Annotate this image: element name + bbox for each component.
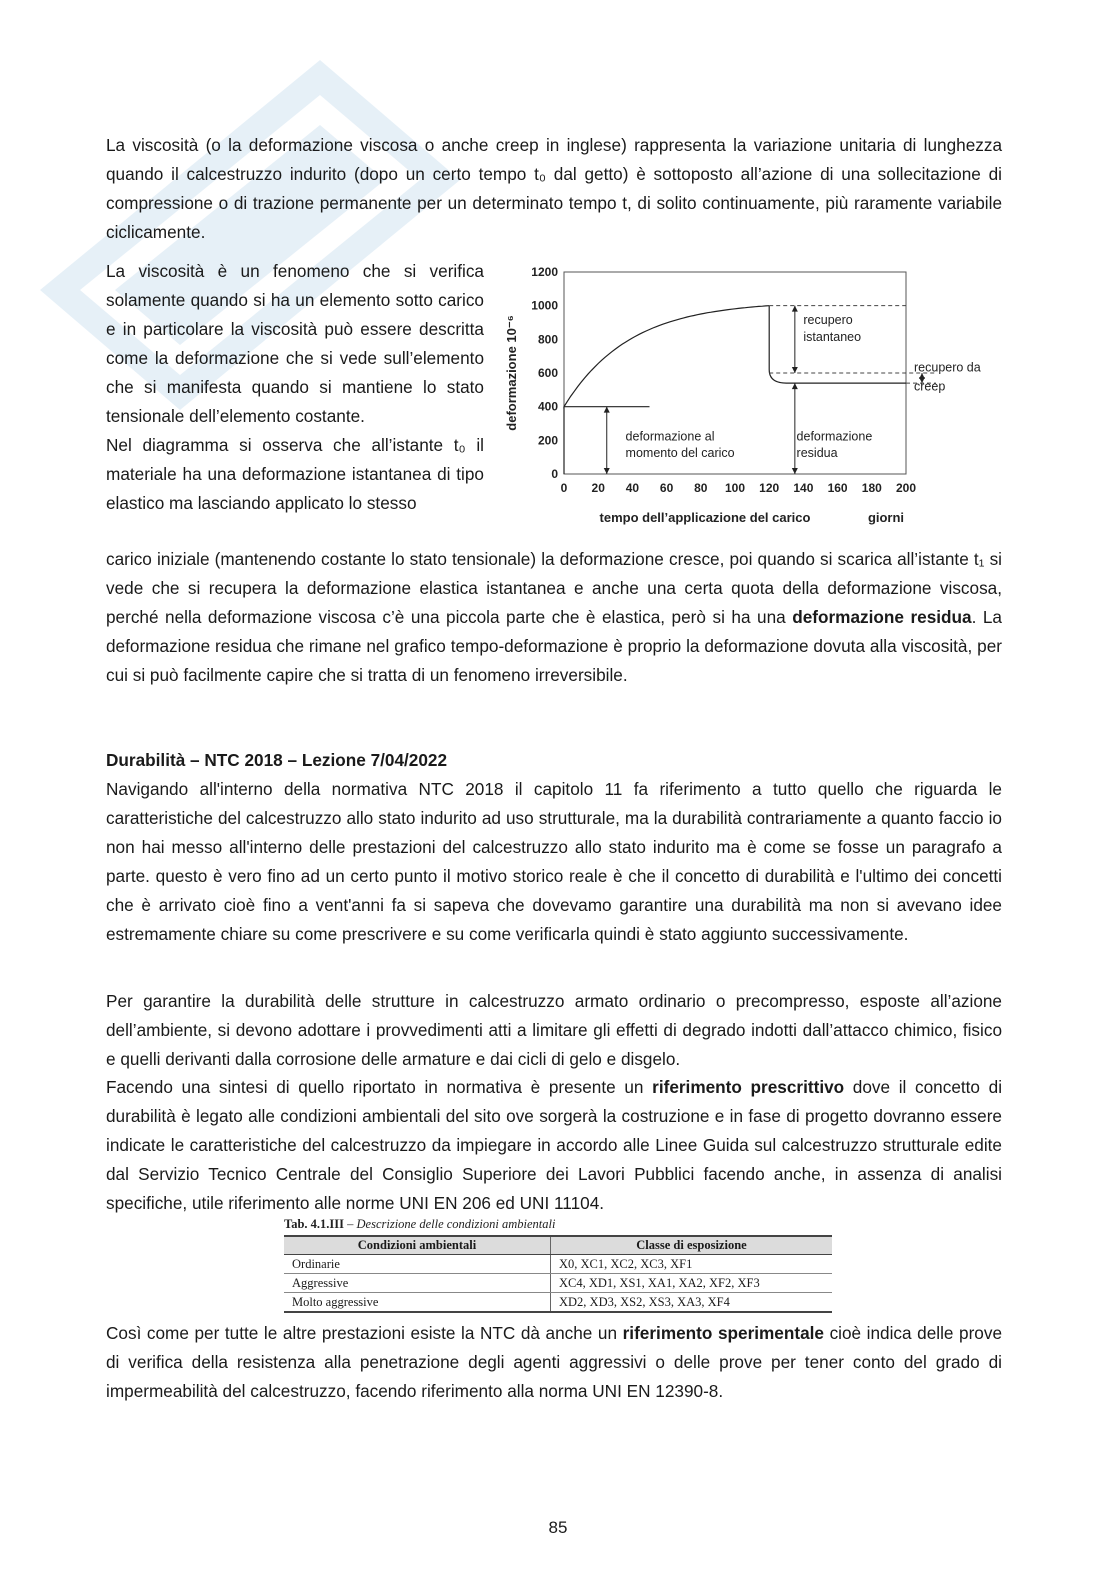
x-tick-label: 120	[759, 481, 780, 495]
label-deformazione: deformazione	[796, 429, 873, 444]
y-tick-label: 0	[551, 467, 558, 481]
label-residua: residua	[796, 446, 838, 461]
sperimentale-text: Così come per tutte le altre prestazioni esiste la NTC dà anche un	[106, 1323, 623, 1343]
table-caption	[284, 1217, 832, 1232]
continuation-text: carico iniziale (mantenendo costante lo stato tensionale) la deformazione cresce, poi quando si scarica all’istante t₁ si vede che si recupera la deformazione elastica istantanea e anche una certa quota della deformazione viscosa, perché nella deformazione viscosa c’è una piccola parte che è elastica, però si ha una	[106, 549, 1002, 627]
x-tick-label: 20	[591, 481, 605, 495]
x-tick-label: 80	[694, 481, 708, 495]
arrow-deformazione-carico-head-top	[604, 407, 610, 413]
x-tick-label: 140	[793, 481, 814, 495]
paragraph-ntc-navigation: Navigando all'interno della normativa NTC 2018 il capitolo 11 fa riferimento a tutto quello che riguarda le caratteristiche del calcestruzzo allo stato indurito ad uso strutturale, ma la durabilità contrariamente a quanto faccio io non hai messo all'interno delle prestazioni del calcestruzzo allo stato indurito ma è come se fosse un paragrafo a parte. questo è vero fino ad un certo punto il motivo storico reale è che il concetto di durabilità e l'ultimo dei concetti che è arrivato cioè fino a vent'anni fa si sapeva che dovevamo garantire una durabilità ma non si avevano idee estremamente chiare su come prescrivere e su come verificarla quindi è stato aggiunto successivamente.	[106, 779, 1002, 944]
paragraph-riferimento-sperimentale	[106, 1319, 1002, 1406]
paragraph-durabilita-garanzia: Per garantire la durabilità delle strutture in calcestruzzo armato ordinario o precompresso, esposte all’azione dell’ambiente, si devono adottare i provvedimenti atti a limitare gli effetti di degrado indotti dall’attacco chimico, fisico e quelli derivanti dalla corrosione delle armature e dai cicli di gelo e disgelo.	[106, 991, 1002, 1069]
prescrittivo-text: Facendo una sintesi di quello riportato in normativa è presente un	[106, 1077, 653, 1097]
x-tick-label: 180	[861, 481, 882, 495]
x-tick-label: 100	[724, 481, 746, 495]
x-tick-label: 40	[625, 481, 640, 495]
exposure-table	[284, 1235, 832, 1313]
table-header-row	[284, 1236, 832, 1255]
table-caption-sep: –	[344, 1217, 357, 1231]
y-tick-label: 400	[537, 399, 558, 414]
arrow-deformazione-carico-head-bottom	[604, 468, 610, 474]
label-deformazione-al: deformazione al	[625, 429, 715, 444]
creep-chart	[500, 262, 1020, 537]
continuation-text-end: . La deformazione residua che rimane nel grafico tempo-deformazione è proprio la deformazione dovuta alla viscosità, per cui si può facilmente capire che si tratta di un fenomeno irreversibile.	[106, 607, 1002, 685]
table-header-cell: Classe di esposizione	[551, 1236, 833, 1255]
label-recupero: recupero	[803, 313, 853, 328]
table-caption-title: Descrizione delle condizioni ambientali	[356, 1217, 556, 1231]
bold-riferimento-prescrittivo: riferimento prescrittivo	[652, 1077, 845, 1097]
bold-riferimento-sperimentale: riferimento sperimentale	[622, 1323, 824, 1343]
table-row	[284, 1255, 832, 1274]
table-cell: XD2, XD3, XS2, XS3, XA3, XF4	[551, 1293, 833, 1313]
arrow-deformazione-residua-head-top	[792, 383, 798, 389]
label-momento-carico: momento del carico	[625, 446, 735, 461]
x-tick-label: 200	[895, 481, 917, 495]
table-caption-number: Tab. 4.1.III	[284, 1217, 344, 1231]
table-row	[284, 1293, 832, 1313]
arrow-deformazione-residua-head-bottom	[792, 468, 798, 474]
label-creep: creep	[914, 379, 946, 394]
y-tick-label: 200	[537, 433, 558, 448]
paragraph-viscosita-intro: La viscosità (o la deformazione viscosa o anche creep in inglese) rappresenta la variazione unitaria di lunghezza quando il calcestruzzo indurito (dopo un certo tempo t₀ dal getto) è sottoposto all’azione di una sollecitazione di compressione o di trazione permanente per un determinato tempo t, di solito continuamente, più raramente variabile ciclicamente.	[106, 135, 1002, 242]
paragraph-riferimento-prescrittivo	[106, 1073, 1002, 1218]
page-number: 85	[548, 1518, 568, 1537]
paragraph-creep-continuation	[106, 545, 1002, 690]
paragraph-viscosita-definition: La viscosità è un fenomeno che si verifica solamente quando si ha un elemento sotto carico e in particolare la viscosità può essere descritta come la deformazione che si vede sull’elemento che si manifesta quando si mantiene lo stato tensionale dell’elemento costante.	[106, 261, 484, 426]
table-cell: Ordinarie	[284, 1255, 551, 1274]
prescrittivo-text-end: dove il concetto di durabilità è legato alle condizioni ambientali del sito ove sorgerà la costruzione e in fase di progetto dovranno essere indicate le caratteristiche del calcestruzzo da impiegare in accordo alle Linee Guida sul calcestruzzo strutturale edite dal Servizio Tecnico Centrale del Consiglio Superiore dei Lavori Pubblici facendo anche, in assenza di analisi specifiche, utile riferimento alle norme UNI EN 206 ed UNI 11104.	[106, 1077, 1003, 1213]
y-tick-label: 600	[537, 366, 558, 380]
paragraph-diagram-description: Nel diagramma si osserva che all’istante t₀ il materiale ha una deformazione istantanea di tipo elastico ma lasciando applicato lo stesso	[106, 435, 484, 513]
table-cell: X0, XC1, XC2, XC3, XF1	[551, 1255, 833, 1274]
table-cell: Molto aggressive	[284, 1293, 551, 1313]
sperimentale-text-end: cioè indica delle prove di verifica della resistenza alla penetrazione degli agenti aggressivi o delle prove per tener conto del grado di impermeabilità del calcestruzzo, facendo riferimento alla norma UNI EN 12390-8.	[106, 1323, 1003, 1401]
y-tick-label: 1000	[531, 298, 558, 313]
y-tick-label: 800	[537, 332, 558, 347]
label-istantaneo: istantaneo	[803, 330, 862, 345]
bold-deformazione-residua: deformazione residua	[792, 607, 972, 627]
creep-curve-loading	[564, 306, 769, 407]
y-tick-label: 1200	[531, 265, 558, 279]
arrow-recupero-istantaneo-head-top	[792, 306, 798, 312]
table-row	[284, 1274, 832, 1293]
x-tick-label: 0	[560, 481, 568, 495]
arrow-recupero-istantaneo-head-bottom	[792, 367, 798, 373]
x-axis-unit: giorni	[867, 510, 905, 525]
table-condizioni-ambientali	[284, 1217, 832, 1313]
y-axis-label: deformazione 10⁻⁶	[504, 315, 519, 431]
label-recupero-da: recupero da	[914, 360, 981, 375]
x-tick-label: 60	[659, 481, 674, 495]
table-cell: Aggressive	[284, 1274, 551, 1293]
table-header-cell: Condizioni ambientali	[284, 1236, 551, 1255]
x-axis-label: tempo dell’applicazione del carico	[599, 510, 811, 525]
paragraph-block-viscosita	[106, 257, 484, 518]
section-heading-durabilita: Durabilità – NTC 2018 – Lezione 7/04/2022	[106, 750, 448, 770]
table-cell: XC4, XD1, XS1, XA1, XA2, XF2, XF3	[551, 1274, 833, 1293]
x-tick-label: 160	[827, 481, 848, 495]
